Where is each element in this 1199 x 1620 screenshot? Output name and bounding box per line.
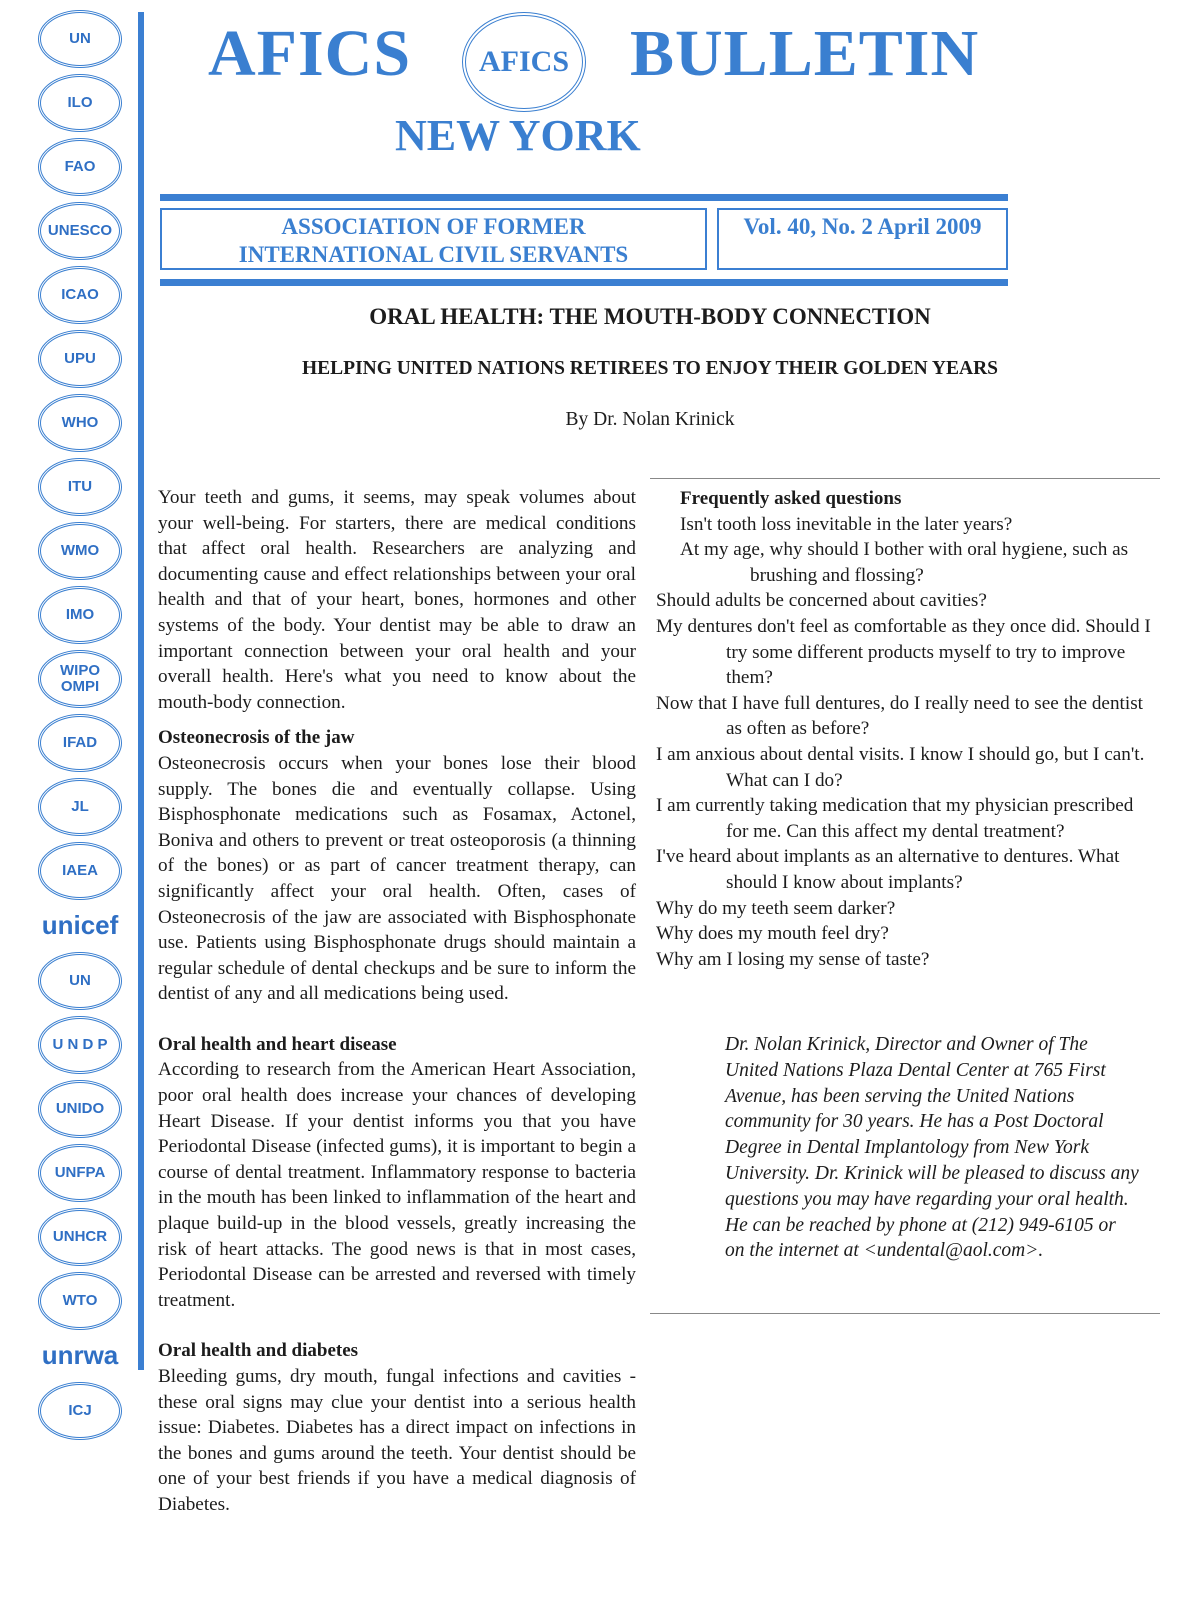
agency-logo-icon: UNFPA [38, 1144, 122, 1202]
masthead-afics: AFICS [208, 17, 412, 90]
section-body: Osteonecrosis occurs when your bones lose their blood supply. The bones die and eventually collapse. Using Bisphosphonate medications such as Fosamax, Actonel, Boniva and others to prevent or treat osteoporosis (a thinning of the bones) or as part of cancer treatment therapy, can significantly affect your oral health. Often, cases of Osteonecrosis of the jaw are associated with Bisphosphonate use. Patients using Bisphosphonate drugs should maintain a regular schedule of dental checkups and be sure to inform the dentist of any and all medications being used. [158, 752, 636, 1005]
faq-question: Isn't tooth loss inevitable in the later years? [680, 513, 1013, 535]
faq-question: I've heard about implants as an alternative to dentures. What should I know about implants? [656, 846, 1120, 893]
agency-logo-icon: U N D P [38, 1016, 122, 1074]
agency-logo-icon: UNHCR [38, 1208, 122, 1266]
afics-emblem-icon: AFICS [462, 12, 586, 112]
intro-paragraph: Your teeth and gums, it seems, may speak volumes about your well-being. For starters, there are medical conditions that affect oral health. Researchers are analyzing and documenting cause and effect relationships between your oral health and that of your heart, bones, hormones and other systems of the body. Your dentist may be able to draw an important connection between your oral health and your overall health. Here's what you need to know about the mouth-body connection. [158, 487, 636, 713]
faq-question: I am anxious about dental visits. I know I should go, but I can't. What can I do? [656, 743, 1145, 791]
agency-logo-icon: IAEA [38, 842, 122, 900]
agency-logo-icon: UN [38, 10, 122, 68]
faq-question: Now that I have full dentures, do I really need to see the dentist as often as before? [656, 692, 1143, 740]
agency-logo-icon: ICJ [38, 1382, 122, 1440]
agency-logo-icon: ICAO [38, 266, 122, 324]
faq-question: At my age, why should I bother with oral hygiene, such as brushing and flossing? [680, 539, 1129, 586]
agency-logo-icon: WIPO OMPI [38, 650, 122, 708]
section-heading: Oral health and heart disease [158, 1033, 397, 1055]
agency-logo-icon: JL [38, 778, 122, 836]
section-body: Bleeding gums, dry mouth, fungal infections and cavities - these oral signs may clue your dentist into a serious health issue: Diabetes. Diabetes has a direct impact on infections in the bones and gums around the teeth. Your dentist should be one of your best friends if you have a medical diagnosis of Diabetes. [158, 1366, 636, 1515]
agency-logo-icon: IFAD [38, 714, 122, 772]
section-heading: Osteonecrosis of the jaw [158, 727, 355, 749]
agency-logo-icon: WTO [38, 1272, 122, 1330]
top-blue-rule [160, 194, 1008, 201]
faq-question: Why does my mouth feel dry? [656, 923, 889, 945]
issue-box: Vol. 40, No. 2 April 2009 [717, 208, 1008, 270]
faq-column [656, 486, 1160, 972]
agency-logo-icon: WMO [38, 522, 122, 580]
agency-logo-icon: UPU [38, 330, 122, 388]
author-bio: Dr. Nolan Krinick, Director and Owner of The United Nations Plaza Dental Center at 765 First Avenue, has been serving the United Nations community for 30 years. He has a Post Doctoral Degree in Dental Implantology from New York University. Dr. Krinick will be pleased to discuss any questions you may have regarding your oral health. He can be reached by phone at (212) 949-6105 or on the internet at <undental@aol.com>. [725, 1034, 1139, 1262]
faq-question: My dentures don't feel as comfortable as they once did. Should I try some different products myself to try to improve them? [656, 615, 1151, 689]
masthead-bulletin: BULLETIN [630, 17, 980, 90]
masthead-city: NEW YORK [395, 111, 641, 160]
agency-logo-icon: FAO [38, 138, 122, 196]
agency-logo-icon: UNIDO [38, 1080, 122, 1138]
faq-question: Why do my teeth seem darker? [656, 897, 896, 919]
section-heading: Oral health and diabetes [158, 1340, 359, 1362]
agency-logo-icon: UNESCO [38, 202, 122, 260]
article-byline: By Dr. Nolan Krinick [565, 409, 735, 430]
faq-question: I am currently taking medication that my physician prescribed for me. Can this affect my dental treatment? [656, 795, 1134, 842]
left-column [158, 485, 636, 1518]
association-box: ASSOCIATION OF FORMER INTERNATIONAL CIVIL SERVANTS [160, 208, 707, 270]
agency-logo-icon: WHO [38, 394, 122, 452]
section-body: According to research from the American Heart Association, poor oral health does increase your chances of developing Heart Disease. If your dentist informs you that you have Periodontal Disease (infected gums), it is important to begin a course of dental treatment. Inflammatory response to bacteria in the mouth has been linked to inflammation of the heart and plaque build-up in the blood vessels, greatly increasing the risk of heart attacks. The good news is that in most cases, Periodontal Disease can be arrested and reversed with timely treatment. [158, 1059, 636, 1311]
faq-heading: Frequently asked questions [680, 488, 902, 509]
agency-logo-icon: UN [38, 952, 122, 1010]
agency-logo-icon: ITU [38, 458, 122, 516]
agency-logo-icon: ILO [38, 74, 122, 132]
agency-logo-icon: IMO [38, 586, 122, 644]
agency-logo-icon: unrwa [41, 1340, 119, 1371]
article-title: ORAL HEALTH: THE MOUTH-BODY CONNECTION [369, 304, 931, 329]
faq-question: Should adults be concerned about cavities? [656, 590, 987, 612]
divider [650, 478, 1160, 479]
bottom-blue-rule [160, 279, 1008, 286]
agency-logo-icon: unicef [41, 910, 119, 941]
faq-list [656, 512, 1160, 973]
divider [650, 1313, 1160, 1314]
faq-question: Why am I losing my sense of taste? [656, 948, 930, 970]
vertical-blue-bar [138, 12, 144, 1370]
article-subtitle: HELPING UNITED NATIONS RETIREES TO ENJOY THEIR GOLDEN YEARS [301, 358, 999, 379]
agency-logo-column [30, 10, 130, 1440]
